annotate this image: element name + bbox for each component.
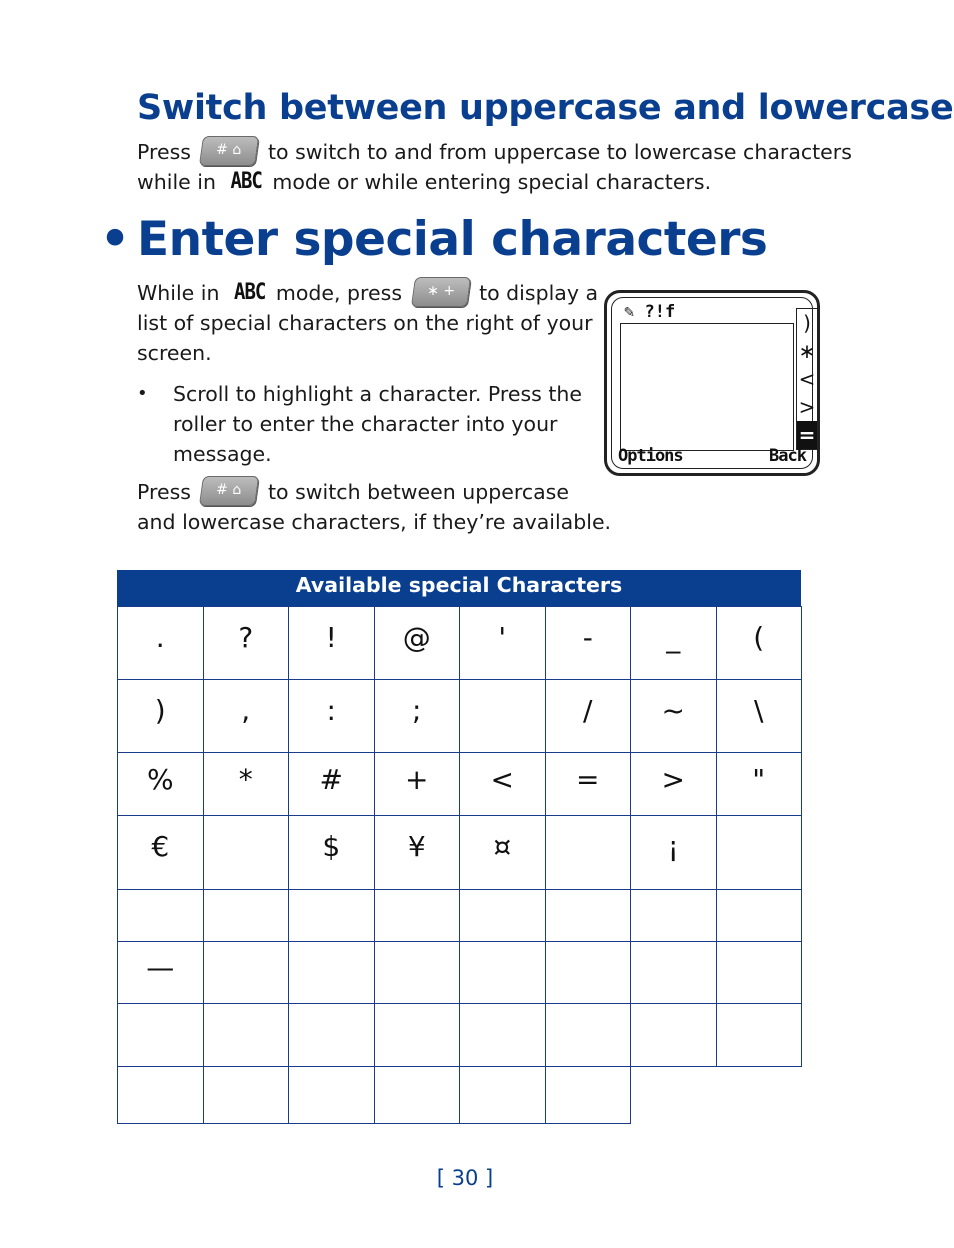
list-item: < — [798, 367, 816, 391]
table-cell: ? — [203, 606, 290, 680]
press-label: Press — [137, 140, 191, 164]
table-cell: \ — [716, 679, 803, 753]
section1-line1 — [137, 137, 852, 167]
section-title-switch-case: Switch between uppercase and lowercase — [137, 88, 954, 128]
table-cell: - — [545, 606, 632, 680]
table-cell — [374, 889, 461, 942]
table-cell: / — [545, 679, 632, 753]
table-cell — [203, 815, 290, 890]
table-cell — [117, 1066, 204, 1124]
table-cell: — — [117, 941, 204, 1004]
table-cell — [545, 815, 632, 890]
table-cell: ¤ — [459, 815, 546, 890]
table-cell — [117, 889, 204, 942]
table-cell — [117, 1003, 204, 1067]
section2-para-line3: screen. — [137, 341, 212, 365]
section1-line2: while in ABC mode or while entering special characters. — [137, 167, 711, 197]
table-cell — [545, 889, 632, 942]
table-cell — [545, 1066, 632, 1124]
hash-key-icon: # ⌂ — [199, 476, 259, 506]
table-cell — [203, 1066, 290, 1124]
table-cell — [288, 1003, 375, 1067]
table-cell: = — [545, 752, 632, 816]
table-cell — [545, 941, 632, 1004]
table-cell: , — [203, 679, 290, 753]
table-cell: $ — [288, 815, 375, 890]
table-cell — [716, 889, 803, 942]
list-item: ) — [803, 311, 811, 335]
table-cell: * — [203, 752, 290, 816]
list-item: > — [798, 395, 816, 419]
table-cell — [203, 889, 290, 942]
phone-status-bar: ✎ ?!f — [624, 302, 676, 322]
table-cell: @ — [374, 606, 461, 680]
press-line: Press # ⌂ to switch between uppercase — [137, 477, 569, 507]
hash-key-icon: # ⌂ — [199, 136, 259, 166]
phone-screen — [604, 290, 820, 476]
table-cell — [459, 941, 546, 1004]
table-cell: < — [459, 752, 546, 816]
table-cell: ¡ — [630, 815, 717, 890]
table-cell — [630, 941, 717, 1004]
table-cell — [374, 1003, 461, 1067]
table-cell: € — [117, 815, 204, 890]
section2-para-line2: list of special characters on the right of your — [137, 311, 593, 335]
special-char-list — [796, 308, 818, 450]
table-cell — [374, 1066, 461, 1124]
table-cell — [288, 889, 375, 942]
sub-line1: Scroll to highlight a character. Press the — [173, 382, 582, 406]
table-cell: . — [117, 606, 204, 680]
section2-para-line1: While in ABC mode, press ∗ + to display a — [137, 278, 598, 308]
list-item-selected: = — [798, 423, 816, 447]
table-cell: ( — [716, 606, 803, 680]
back-softkey: Back — [769, 446, 806, 466]
list-item: ∗ — [798, 339, 816, 363]
bullet-icon: • — [100, 212, 130, 267]
table-cell: ; — [374, 679, 461, 753]
table-cell — [459, 1066, 546, 1124]
table-cell: _ — [630, 606, 717, 680]
table-cell: ! — [288, 606, 375, 680]
table-cell — [288, 941, 375, 1004]
abc-mode-icon: ABC — [234, 279, 266, 305]
table-cell: " — [716, 752, 803, 816]
special-characters-table — [117, 606, 801, 1126]
message-area — [620, 323, 794, 451]
table-cell — [545, 1003, 632, 1067]
abc-mode-icon: ABC — [230, 168, 262, 194]
table-cell: > — [630, 752, 717, 816]
table-cell: : — [288, 679, 375, 753]
table-cell — [374, 941, 461, 1004]
table-cell — [716, 815, 803, 890]
table-cell: ' — [459, 606, 546, 680]
options-softkey: Options — [618, 446, 683, 466]
sub-bullet-icon: • — [137, 383, 148, 404]
table-cell — [716, 1003, 803, 1067]
table-cell — [459, 889, 546, 942]
table-cell — [630, 889, 717, 942]
table-cell — [630, 1003, 717, 1067]
table-cell — [203, 941, 290, 1004]
table-cell — [459, 679, 546, 753]
table-cell: + — [374, 752, 461, 816]
table-header: Available special Characters — [117, 570, 801, 606]
sub-line2: roller to enter the character into your — [173, 412, 558, 436]
star-key-icon: ∗ + — [410, 277, 470, 307]
page-number: [ 30 ] — [436, 1166, 494, 1190]
phone-screen-inner — [611, 297, 816, 469]
table-cell — [716, 941, 803, 1004]
line1-rest: to switch to and from uppercase to lowercase characters — [268, 140, 852, 164]
table-cell: ) — [117, 679, 204, 753]
table-cell — [203, 1003, 290, 1067]
table-cell — [459, 1003, 546, 1067]
press-line2: and lowercase characters, if they’re available. — [137, 510, 612, 534]
sub-line3: message. — [173, 442, 272, 466]
table-cell: ~ — [630, 679, 717, 753]
table-cell: % — [117, 752, 204, 816]
table-cell — [288, 1066, 375, 1124]
table-cell: ¥ — [374, 815, 461, 890]
table-cell: # — [288, 752, 375, 816]
section-title-special-chars: • Enter special characters — [100, 212, 768, 267]
